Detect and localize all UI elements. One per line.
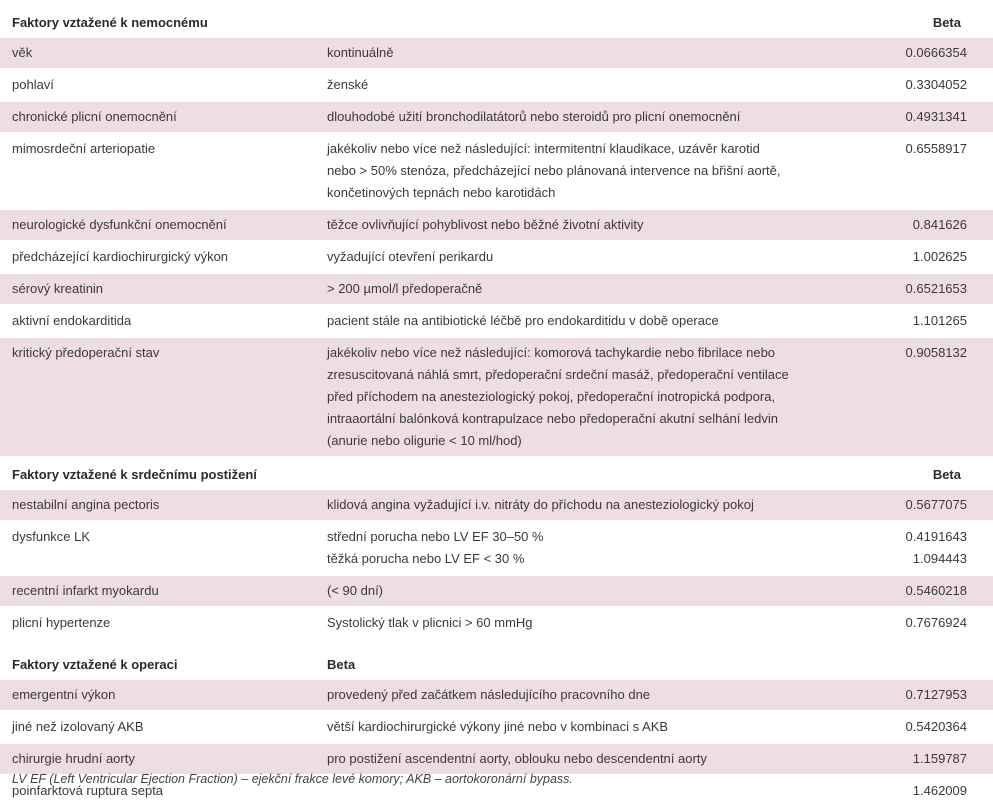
description-cell	[315, 712, 853, 744]
description-line: těžce ovlivňující pohyblivost nebo běžné životní aktivity	[327, 217, 644, 232]
beta-value: 0.4191643	[905, 529, 967, 544]
table-row	[0, 274, 993, 306]
description-line: pro postižení ascendentní aorty, oblouku nebo descendentní aorty	[327, 751, 707, 766]
factor-cell: chirurgie hrudní aorty	[0, 744, 315, 776]
description-cell	[315, 680, 853, 712]
beta-value: 0.3304052	[905, 77, 967, 92]
beta-cell	[853, 680, 993, 712]
description-line: jakékoliv nebo více než následující: intermitentní klaudikace, uzávěr karotid	[327, 141, 760, 156]
beta-cell	[853, 490, 993, 522]
factor-cell: chronické plicní onemocnění	[0, 102, 315, 134]
factor-cell: věk	[0, 38, 315, 70]
description-line: > 200 µmol/l předoperačně	[327, 281, 483, 296]
beta-label: Beta	[853, 6, 993, 38]
table-row	[0, 680, 993, 712]
table-row	[0, 608, 993, 640]
table-row	[0, 576, 993, 608]
description-cell	[315, 274, 853, 306]
table-row	[0, 134, 993, 210]
factor-cell: nestabilní angina pectoris	[0, 490, 315, 522]
factor-cell: poinfarktová ruptura septa	[0, 776, 315, 808]
beta-value: 0.4931341	[905, 109, 967, 124]
section-header	[0, 648, 993, 680]
description-line: (anurie nebo oligurie < 10 ml/hod)	[327, 433, 522, 448]
table-row	[0, 242, 993, 274]
beta-cell	[853, 576, 993, 608]
factor-cell: aktivní endokarditida	[0, 306, 315, 338]
beta-value: 0.841626	[912, 217, 967, 232]
factor-cell: dysfunkce LK	[0, 522, 315, 576]
beta-value: 0.5677075	[905, 497, 967, 512]
description-cell	[315, 210, 853, 242]
beta-value: 0.6558917	[905, 141, 967, 156]
beta-value: 0.7127953	[905, 687, 967, 702]
beta-cell	[853, 306, 993, 338]
description-line: před příchodem na anesteziologický pokoj, předoperační inotropická podpora,	[327, 389, 776, 404]
table-row	[0, 490, 993, 522]
beta-label: Beta	[853, 458, 993, 490]
section-title: Faktory vztažené k nemocnému	[0, 6, 315, 38]
description-line: kontinuálně	[327, 45, 394, 60]
section-header	[0, 458, 993, 490]
description-line: jakékoliv nebo více než následující: komorová tachykardie nebo fibrilace nebo	[327, 345, 776, 360]
section-title: Faktory vztažené k srdečnímu postižení	[0, 458, 315, 490]
beta-cell	[853, 102, 993, 134]
description-cell	[315, 306, 853, 338]
table-row	[0, 70, 993, 102]
beta-value: 1.094443	[912, 551, 967, 566]
description-line: ženské	[327, 77, 369, 92]
description-line: končetinových tepnách nebo karotidách	[327, 185, 556, 200]
table-row	[0, 102, 993, 134]
factor-cell: neurologické dysfunkční onemocnění	[0, 210, 315, 242]
footnote: LV EF (Left Ventricular Ejection Fraction) – ejekční frakce levé komory; AKB – aortokoronární bypass.	[12, 772, 573, 786]
beta-value: 1.159787	[912, 751, 967, 766]
table-row	[0, 522, 993, 576]
description-cell	[315, 608, 853, 640]
factor-cell: emergentní výkon	[0, 680, 315, 712]
factor-cell: recentní infarkt myokardu	[0, 576, 315, 608]
beta-label: Beta	[315, 648, 853, 680]
description-line: nebo > 50% stenóza, předcházející nebo plánovaná intervence na břišní aortě,	[327, 163, 781, 178]
beta-value: 1.101265	[912, 313, 967, 328]
beta-cell	[853, 744, 993, 776]
description-line: klidová angina vyžadující i.v. nitráty do příchodu na anesteziologický pokoj	[327, 497, 754, 512]
beta-value: 1.462009	[912, 783, 967, 798]
factor-cell: pohlaví	[0, 70, 315, 102]
description-line: (< 90 dní)	[327, 583, 384, 598]
factor-cell: plicní hypertenze	[0, 608, 315, 640]
table-body	[0, 6, 993, 808]
description-line: střední porucha nebo LV EF 30–50 %	[327, 529, 544, 544]
description-line: dlouhodobé užití bronchodilatátorů nebo steroidů pro plicní onemocnění	[327, 109, 741, 124]
factor-cell: kritický předoperační stav	[0, 338, 315, 458]
description-cell	[315, 490, 853, 522]
description-cell	[315, 134, 853, 210]
description-line: intraaortální balónková kontrapulzace nebo předoperační akutní selhání ledvin	[327, 411, 778, 426]
beta-cell	[853, 712, 993, 744]
beta-cell	[853, 38, 993, 70]
description-cell	[315, 70, 853, 102]
description-cell	[315, 522, 853, 576]
beta-value: 0.5460218	[905, 583, 967, 598]
section-beta-mid	[315, 458, 853, 490]
factor-cell: mimosrdeční arteriopatie	[0, 134, 315, 210]
beta-cell	[853, 242, 993, 274]
description-cell	[315, 242, 853, 274]
beta-cell	[853, 776, 993, 808]
section-header	[0, 6, 993, 38]
beta-cell	[853, 210, 993, 242]
beta-cell	[853, 522, 993, 576]
beta-value: 0.9058132	[905, 345, 967, 360]
beta-cell	[853, 134, 993, 210]
factor-cell: jiné než izolovaný AKB	[0, 712, 315, 744]
section-beta-mid	[315, 6, 853, 38]
description-line: větší kardiochirurgické výkony jiné nebo v kombinaci s AKB	[327, 719, 669, 734]
risk-factor-table	[0, 6, 993, 808]
table-row	[0, 338, 993, 458]
section-beta-right	[853, 648, 993, 680]
description-line: vyžadující otevření perikardu	[327, 249, 494, 264]
section-spacer	[0, 640, 993, 648]
description-line: Systolický tlak v plicnici > 60 mmHg	[327, 615, 533, 630]
description-cell	[315, 38, 853, 70]
beta-value: 0.0666354	[905, 45, 967, 60]
beta-cell	[853, 70, 993, 102]
table-row	[0, 712, 993, 744]
beta-cell	[853, 338, 993, 458]
beta-value: 0.7676924	[905, 615, 967, 630]
beta-cell	[853, 274, 993, 306]
description-cell	[315, 102, 853, 134]
description-cell	[315, 338, 853, 458]
factor-cell: sérový kreatinin	[0, 274, 315, 306]
description-line: těžká porucha nebo LV EF < 30 %	[327, 551, 525, 566]
description-line: provedený před začátkem následujícího pracovního dne	[327, 687, 651, 702]
description-cell	[315, 576, 853, 608]
table-row	[0, 306, 993, 338]
beta-cell	[853, 608, 993, 640]
beta-value: 1.002625	[912, 249, 967, 264]
section-title: Faktory vztažené k operaci	[0, 648, 315, 680]
description-line: pacient stále na antibiotické léčbě pro endokarditidu v době operace	[327, 313, 719, 328]
table-row	[0, 210, 993, 242]
beta-value: 0.5420364	[905, 719, 967, 734]
beta-value: 0.6521653	[905, 281, 967, 296]
table-row	[0, 38, 993, 70]
description-line: zresuscitovaná náhlá smrt, předoperační srdeční masáž, předoperační ventilace	[327, 367, 789, 382]
factor-cell: předcházející kardiochirurgický výkon	[0, 242, 315, 274]
